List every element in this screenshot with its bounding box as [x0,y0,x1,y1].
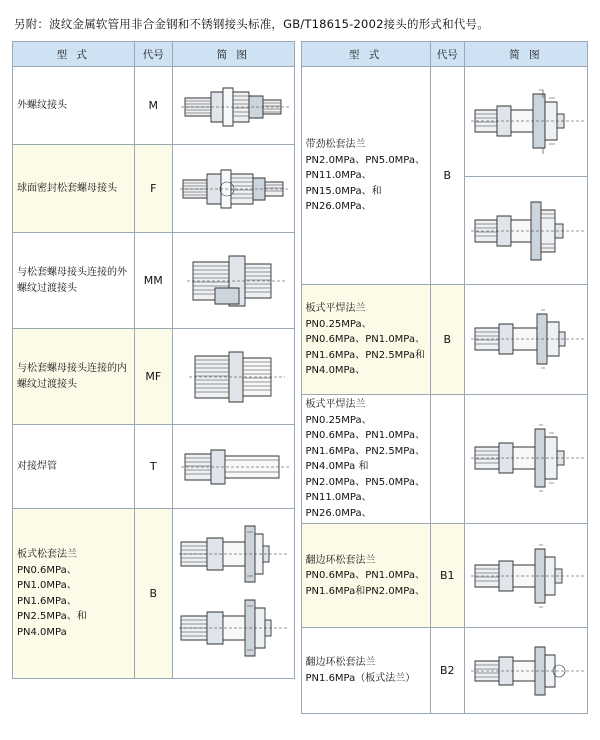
left-row-3-type-heading: 与松套螺母接头连接的内螺纹过渡接头 [17,363,127,390]
right-table-header-row [301,42,587,67]
right-row-4-code: B2 [430,628,464,714]
left-row-5-type-sub: PN0.6MPa、PN1.0MPa、PN1.6MPa、PN2.5MPa、和PN4.0MPa [17,564,87,638]
right-spec-table [301,41,588,714]
right-row-3-type-sub: PN0.6MPa、PN1.0MPa、PN1.6MPa和PN2.0MPa、 [305,570,426,597]
left-row-1-figure [172,145,294,233]
right-row-1-type-sub: PN0.25MPa、PN0.6MPa、PN1.0MPa、PN1.6MPa、PN2.5MPa和PN4.0MPa、 [305,318,426,376]
right-row-3-type [301,524,430,628]
left-row-4-type [13,425,135,509]
right-row-0-figure-a [464,67,587,177]
table-row [301,524,587,628]
left-row-0-type [13,67,135,145]
table-row [301,67,587,177]
table-row [13,329,295,425]
right-row-2-type-heading: 板式平焊法兰 [305,399,366,411]
right-row-0-figure-b [464,177,587,285]
right-row-1-type-heading: 板式平焊法兰 [305,303,366,314]
left-row-4-figure [172,425,294,509]
left-row-2-code: MM [134,233,172,329]
page-title: 另附：波纹金属软管用非合金钢和不锈钢接头标准，GB/T18615-2002接头的形式和代号。 [14,17,489,31]
ribbed-loose-flange-figure [469,70,587,174]
table-row [301,628,587,714]
right-row-3-type-heading: 翻边环松套法兰 [305,554,376,566]
right-row-4-type-heading: 翻边环松套法兰 [305,657,376,669]
right-row-0-code: B [430,67,464,285]
plate-slip-on-flange-figure [469,288,587,392]
plate-slip-on-flange-figure-2 [469,399,587,519]
right-row-2-code [430,395,464,524]
left-header-figure: 简 图 [172,42,294,67]
external-thread-transition-joint-figure [177,236,293,326]
left-row-3-code: MF [134,329,172,425]
internal-thread-transition-joint-figure [177,332,293,422]
left-row-0-code: M [134,67,172,145]
spherical-seal-union-nut-joint-figure [177,148,293,230]
right-row-0-type [301,67,430,285]
left-row-3-type [13,329,135,425]
left-row-5-code: B [134,509,172,679]
left-row-2-type [13,233,135,329]
right-row-2-figure [464,395,587,524]
lap-joint-flange-figure-2 [469,631,587,711]
table-row [13,67,295,145]
left-row-4-code: T [134,425,172,509]
right-row-1-type [301,285,430,395]
left-row-3-figure [172,329,294,425]
right-row-4-figure [464,628,587,714]
right-row-1-code: B [430,285,464,395]
left-row-2-type-heading: 与松套螺母接头连接的外螺纹过渡接头 [17,267,127,294]
left-header-code: 代号 [134,42,172,67]
table-row [301,395,587,524]
table-row [13,509,295,679]
table-row [13,233,295,329]
left-header-type: 型 式 [13,42,135,67]
right-row-0-type-sub: PN2.0MPa、PN5.0MPa、PN11.0MPa、PN15.0MPa、和PN26.0MPa、 [305,154,426,212]
right-row-2-type-sub: PN0.25MPa、PN0.6MPa、PN1.0MPa、PN1.6MPa、PN2.5MPa、PN4.0MPa 和PN2.0MPa、PN5.0MPa、PN11.0MPa、PN26.0MPa、 [305,414,426,519]
left-row-5-type-heading: 板式松套法兰 [17,549,77,561]
tables-container [12,41,588,714]
right-row-0-type-heading: 带劲松套法兰 [305,139,366,150]
left-row-1-type-heading: 球面密封松套螺母接头 [17,183,117,194]
right-header-figure: 简 图 [464,42,587,67]
left-row-4-type-heading: 对接焊管 [17,461,57,472]
left-row-2-figure [172,233,294,329]
left-table-header-row [13,42,295,67]
left-row-5-type [13,509,135,679]
left-row-0-type-heading: 外螺纹接头 [17,100,67,111]
table-row [301,285,587,395]
left-row-1-type [13,145,135,233]
right-header-type: 型 式 [301,42,430,67]
table-row [13,145,295,233]
plate-loose-flange-figure [177,512,293,676]
right-row-3-figure [464,524,587,628]
right-row-4-type-sub: PN1.6MPa（板式法兰） [305,672,416,684]
right-row-1-figure [464,285,587,395]
right-row-3-code: B1 [430,524,464,628]
butt-weld-pipe-figure [177,428,293,506]
left-row-1-code: F [134,145,172,233]
table-row [13,425,295,509]
left-row-5-figure [172,509,294,679]
right-header-code: 代号 [430,42,464,67]
right-row-2-type [301,395,430,524]
left-row-0-figure [172,67,294,145]
male-thread-joint-figure [177,70,293,142]
left-spec-table [12,41,295,679]
right-row-4-type [301,628,430,714]
lap-joint-flange-figure [469,527,587,625]
ribbed-loose-flange-figure-2 [469,180,587,282]
